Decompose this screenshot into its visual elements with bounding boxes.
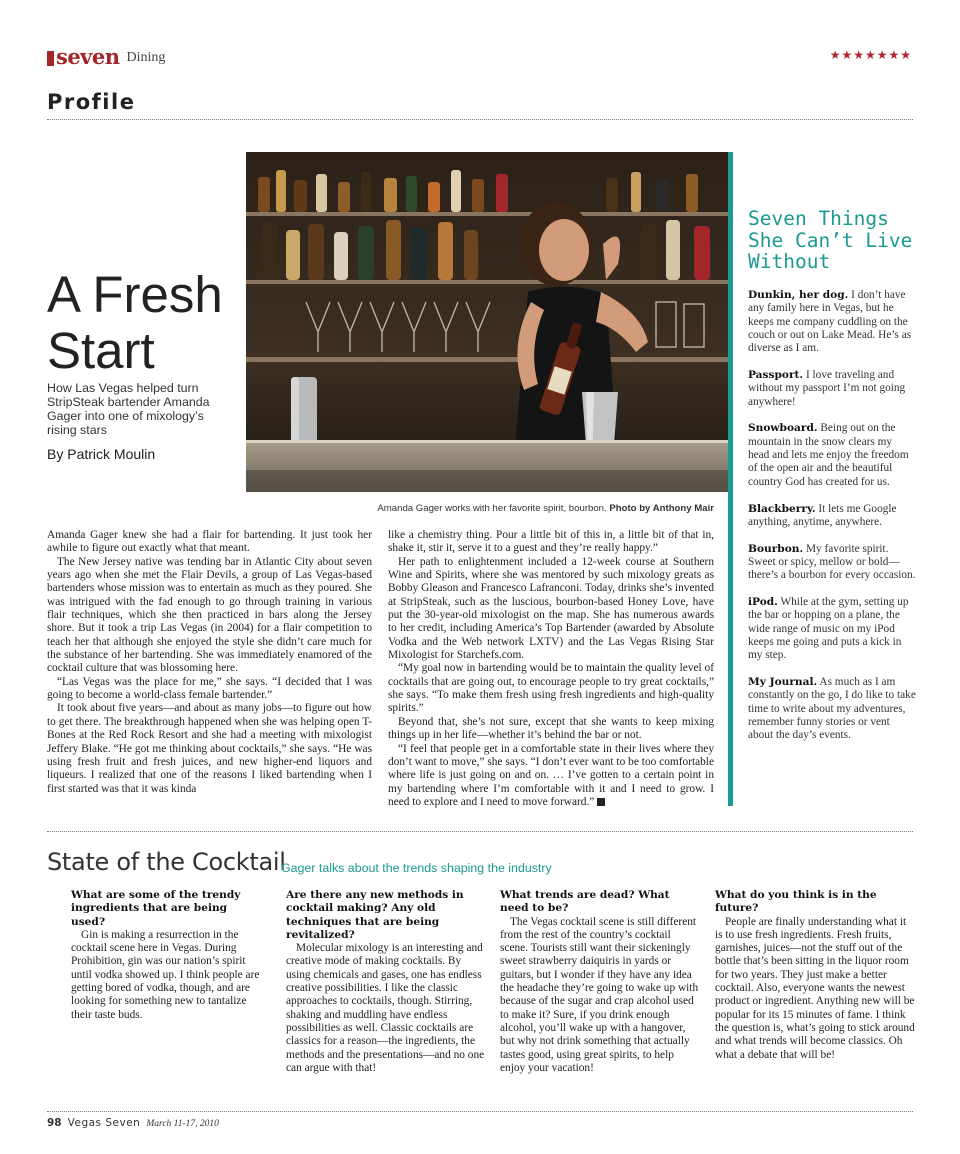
qa-block <box>715 889 915 1062</box>
issue-date: March 11-17, 2010 <box>146 1119 219 1129</box>
divider-rule <box>47 1111 913 1112</box>
section-title: State of the Cocktail <box>47 848 286 876</box>
sidebar-item <box>748 369 916 409</box>
section-subtitle: Gager talks about the trends shaping the industry <box>281 861 552 875</box>
sidebar-item-text: Being out on the mountain in the snow clears my head and lets me enjoy the freedom of the open air and the beautiful country God has created for us. <box>748 422 909 488</box>
sidebar-item-text: While at the gym, setting up the bar or hopping on a plane, the wide range of music on my iPod keeps me going and puts a kick in my step. <box>748 595 909 662</box>
byline: By Patrick Moulin <box>47 446 156 462</box>
publication-name: Vegas Seven <box>67 1117 141 1129</box>
sidebar-item-text: It lets me Google anything, anytime, anywhere. <box>748 502 897 528</box>
sidebar-item-label: Dunkin, her dog. <box>748 289 849 301</box>
qa-block <box>71 889 261 1022</box>
headline-line-2: Start <box>47 322 155 379</box>
qa-answer: The Vegas cocktail scene is still different from the rest of the country’s cocktail scene. Tourists still want their sickeningly sweet strawberry daiquiris in yards or guitars, but I wonder if they have any idea the headache they’re going to wake up with because of the sugar and crap alcohol used to make it? Sure, if you drink enough alcohol, you’ll wake up with a hangover, but why not drink something that actually tastes good, using great spirits, to help enjoy your vacation! <box>500 915 699 1074</box>
article-paragraph: The New Jersey native was tending bar in Atlantic City about seven years ago when she met the Flair Devils, a group of Las Vegas-based bartenders whose mission was to entertain as much as they poured. She was intrigued with the fad enough to go through training in various flair techniques, which she then practiced in bars along the Jersey shore. But it took a trip Las Vegas (in 2004) for a flair competition to teach her that although she enjoyed the style she didn’t care much for the substance of her bartending. She was immediately enamored of the cocktail culture that was blossoming here. <box>47 555 372 675</box>
article-paragraph-last <box>388 743 714 810</box>
headline-line-1: A Fresh <box>47 266 223 323</box>
qa-answer: Molecular mixology is an interesting and creative mode of making cocktails. By using chemicals and gases, one has endless creative possibilities. I like the classic approaches to cocktails, though. Stirring, shaking and muddling have endless possibilities as well. Classic cocktails are classics for a reason—the ingredients, the methods and the presentations—and no one can argue with that! <box>286 942 485 1074</box>
qa-question: What trends are dead? What need to be? <box>500 889 670 915</box>
article-column-1 <box>47 529 372 796</box>
dek: How Las Vegas helped turn StripSteak bartender Amanda Gager into one of mixology’s rising stars <box>47 381 210 437</box>
caption-text: Amanda Gager works with her favorite spirit, bourbon. <box>377 503 607 514</box>
sidebar-item-text: As much as I am constantly on the go, I do like to take time to write about my adventures, remember funny stories or vent about the day’s events. <box>748 675 916 742</box>
sidebar-item-text: My favorite spirit. Sweet or spicy, mellow or bold—there’s a bourbon for every occasion. <box>748 542 916 582</box>
qa-answer: People are finally understanding what it is to use fresh ingredients. Fresh fruits, garnishes, juices—not the stuff out of the bottle that’s been sitting in the liquor room for two years. They just make a better cocktail. Also, everyone wants the newest product or ingredient. Anything new will be popular for its 15 minutes of fame. I think the question is, what’s going to stick around and what trends will become classics. Oh what a debate that will be! <box>715 915 915 1061</box>
sidebar-item <box>748 676 916 743</box>
article-paragraph: like a chemistry thing. Pour a little bit of this in, a little bit of that in, shake it, stir it, serve it to a guest and they’re really happy.” <box>388 529 714 555</box>
page-number: 98 <box>47 1117 62 1129</box>
sidebar-item-label: Blackberry. <box>748 502 816 515</box>
masthead <box>47 44 166 69</box>
qa-answer: Gin is making a resurrection in the cocktail scene here in Vegas. During Prohibition, gin was our nation’s spirit until vodka showed up. I think people are getting bored of vodka, though, and are looking for something new to tantalize their taste buds. <box>71 928 260 1021</box>
headline <box>47 267 247 379</box>
sidebar-item-label: iPod. <box>748 595 778 608</box>
divider-rule <box>47 119 913 120</box>
sidebar-accent-bar <box>728 152 733 806</box>
brand-logo: seven <box>56 44 120 69</box>
qa-question: What are some of the trendy ingredients that are being used? <box>71 889 241 928</box>
sidebar-title: Seven Things She Can’t Live Without <box>748 207 913 273</box>
end-mark-icon <box>597 798 605 806</box>
sidebar-list <box>748 289 916 756</box>
sidebar-item-label: My Journal. <box>748 675 818 688</box>
sidebar-item-text: I love traveling and without my passport I’m not going anywhere! <box>748 369 906 408</box>
qa-question: What do you think is in the future? <box>715 889 877 915</box>
article-paragraph: “My goal now in bartending would be to maintain the quality level of cocktails that are going out, to encourage people to try great cocktails,” she says. “To make them fresh using fresh ingredients and high-quality spirits.” <box>388 662 714 715</box>
sidebar-item <box>748 596 916 663</box>
photo-credit: Photo by Anthony Mair <box>609 503 714 514</box>
page-footer <box>47 1117 219 1129</box>
article-paragraph: Her path to enlightenment included a 12-week course at Southern Wine and Spirits, where she was mentored by such mixology greats as Bobby Gleason and Francesco Lafranconi. Today, drinks she’s invented at StripSteak, such as the luscious, bourbon-based Honey Love, have put the 30-year-old mixologist on the map. She has numerous awards to her credit, including America’s Top Bartender (awarded by Absolute Vodka and the Web network LXTV) and the Las Vegas Rising Star Mixologist for Starchefs.com. <box>388 555 714 662</box>
rating-stars: ★★★★★★★ <box>829 48 912 62</box>
article-column-2 <box>388 529 714 809</box>
divider-rule <box>47 831 913 832</box>
sidebar-item-label: Bourbon. <box>748 542 804 555</box>
qa-question: Are there any new methods in cocktail making? Any old techniques that are being revitalized? <box>286 889 464 941</box>
bar-scene-illustration <box>246 152 728 492</box>
sidebar-item <box>748 503 916 530</box>
sidebar-item <box>748 289 916 356</box>
sidebar-item-label: Snowboard. <box>748 422 818 435</box>
photo-caption <box>246 503 714 514</box>
section-label: Dining <box>126 50 166 65</box>
article-paragraph-text: “I feel that people get in a comfortable state in their lives where they don’t want to move,” she says. “I don’t ever want to be too comfortable where life is just going on and on. … I’ve gotten to a certain point in my bartending where I’m comfortable with it and I need to grow. I need to explore and I need to move forward.” <box>388 742 714 808</box>
qa-block <box>286 889 486 1075</box>
department-label: Profile <box>47 90 136 114</box>
brand-bar <box>47 51 54 66</box>
qa-block <box>500 889 700 1075</box>
sidebar-item-text: I don’t have any family here in Vegas, but he keeps me company cuddling on the couch or out on Lake Mead. He’s as diverse as I am. <box>748 289 912 355</box>
sidebar-item-label: Passport. <box>748 369 804 382</box>
article-paragraph: “Las Vegas was the place for me,” she says. “I decided that I was going to become a world-class female bartender.” <box>47 675 372 702</box>
article-paragraph: It took about five years—and about as many jobs—to figure out how to get there. The breakthrough happened when she was helping open T-Bones at the Red Rock Resort and she had a meeting with mixologist Jeffery Blake. “He got me thinking about cocktails,” she says. “He was using fresh fruit and fresh juices, and new higher-end liquors and liqueurs. I realized that one of the reasons I liked bartending when I first started was that it was kinda <box>47 702 372 795</box>
article-paragraph: Amanda Gager knew she had a flair for bartending. It just took her awhile to figure out exactly what that meant. <box>47 529 372 555</box>
sidebar-item <box>748 543 916 583</box>
bartender-photo <box>246 152 728 492</box>
article-paragraph: Beyond that, she’s not sure, except that she wants to keep mixing things up in her life—whether it’s behind the bar or not. <box>388 715 714 742</box>
sidebar-item <box>748 422 916 489</box>
